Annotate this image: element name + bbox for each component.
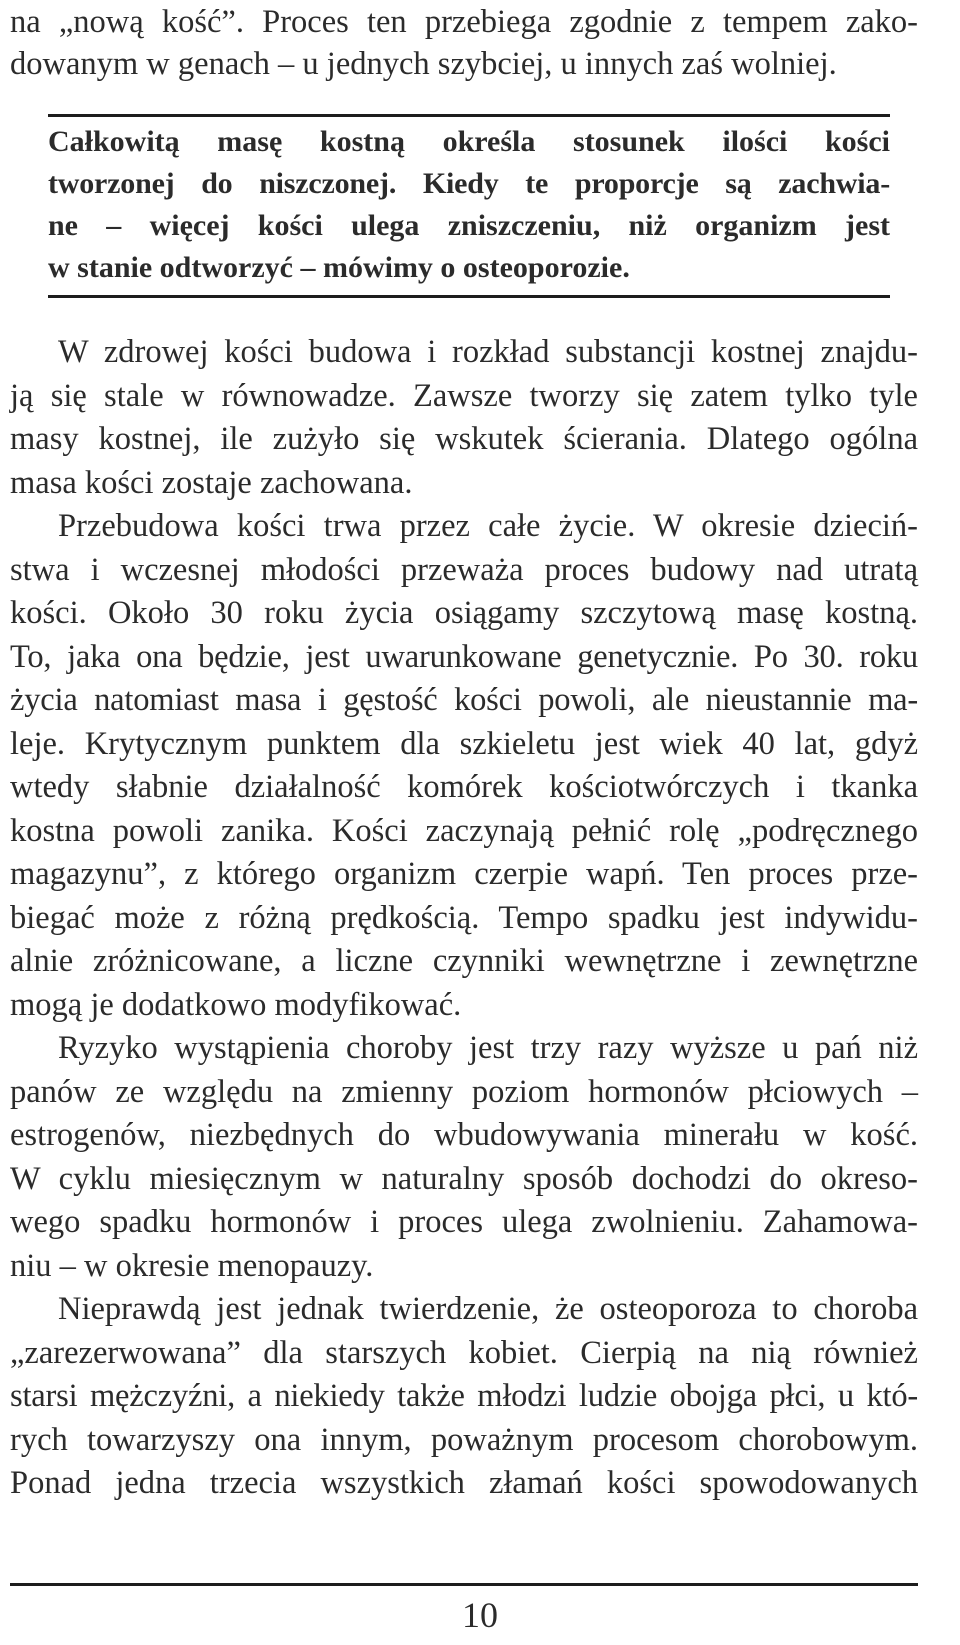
box-bottom-rule [48, 295, 890, 298]
text-line: dowanym w genach – u jednych szybciej, u innych zaś wolniej. [10, 46, 837, 82]
text-line: kostna powoli zanika. Kości zaczynają pełnić rolę „podręcznego [10, 813, 918, 849]
text-line: alnie zróżnicowane, a liczne czynniki wewnętrzne i zewnętrzne [10, 943, 918, 979]
highlight-line: Całkowitą masę kostną określa stosunek ilości kości [48, 125, 890, 158]
text-line: wego spadku hormonów i proces ulega zwolnieniu. Zahamowa- [10, 1204, 918, 1240]
text-line: To, jaka ona będzie, jest uwarunkowane genetycznie. Po 30. roku [10, 639, 918, 675]
text-line: Ryzyko wystąpienia choroby jest trzy razy wyższe u pań niż [58, 1030, 918, 1066]
text-line: magazynu”, z którego organizm czerpie wapń. Ten proces prze- [10, 856, 918, 892]
highlight-line: w stanie odtworzyć – mówimy o osteoporozie. [48, 251, 630, 284]
text-line: kości. Około 30 roku życia osiągamy szczytową masę kostną. [10, 595, 918, 631]
text-line: biegać może z różną prędkością. Tempo spadku jest indywidu- [10, 900, 918, 936]
text-line: Ponad jedna trzecia wszystkich złamań kości spowodowanych [10, 1465, 918, 1501]
text-line: życia natomiast masa i gęstość kości powoli, ale nieustannie ma- [10, 682, 918, 718]
text-line: masy kostnej, ile zużyło się wskutek ścierania. Dlatego ogólna [10, 421, 918, 457]
text-line: estrogenów, niezbędnych do wbudowywania minerału w kość. [10, 1117, 918, 1153]
box-top-rule [48, 114, 890, 117]
text-line: rych towarzyszy ona innym, poważnym procesom chorobowym. [10, 1422, 918, 1458]
text-line: wtedy słabnie działalność komórek kościotwórczych i tkanka [10, 769, 918, 805]
highlight-line: ne – więcej kości ulega zniszczeniu, niż organizm jest [48, 209, 890, 242]
text-line: „zarezerwowana” dla starszych kobiet. Cierpią na nią również [10, 1335, 918, 1371]
text-line: Przebudowa kości trwa przez całe życie. W okresie dzieciń- [58, 508, 918, 544]
text-line: stwa i wczesnej młodości przeważa proces budowy nad utratą [10, 552, 918, 588]
footer-rule [10, 1583, 918, 1586]
text-line: W zdrowej kości budowa i rozkład substancji kostnej znajdu- [58, 334, 918, 370]
text-line: panów ze względu na zmienny poziom hormonów płciowych – [10, 1074, 918, 1110]
page-number: 10 [462, 1595, 498, 1635]
text-line: W cyklu miesięcznym w naturalny sposób dochodzi do okreso- [10, 1161, 918, 1197]
text-line: niu – w okresie menopauzy. [10, 1248, 374, 1284]
text-line: leje. Krytycznym punktem dla szkieletu jest wiek 40 lat, gdyż [10, 726, 918, 762]
highlight-line: tworzonej do niszczonej. Kiedy te proporcje są zachwia- [48, 167, 890, 200]
text-line: Nieprawdą jest jednak twierdzenie, że osteoporoza to choroba [58, 1291, 918, 1327]
text-line: ją się stale w równowadze. Zawsze tworzy się zatem tylko tyle [10, 378, 918, 414]
text-line: na „nową kość”. Proces ten przebiega zgodnie z tempem zako- [10, 4, 918, 40]
text-line: mogą je dodatkowo modyfikować. [10, 987, 462, 1023]
text-line: starsi mężczyźni, a niekiedy także młodzi ludzie obojga płci, u któ- [10, 1378, 918, 1414]
text-line: masa kości zostaje zachowana. [10, 465, 413, 501]
